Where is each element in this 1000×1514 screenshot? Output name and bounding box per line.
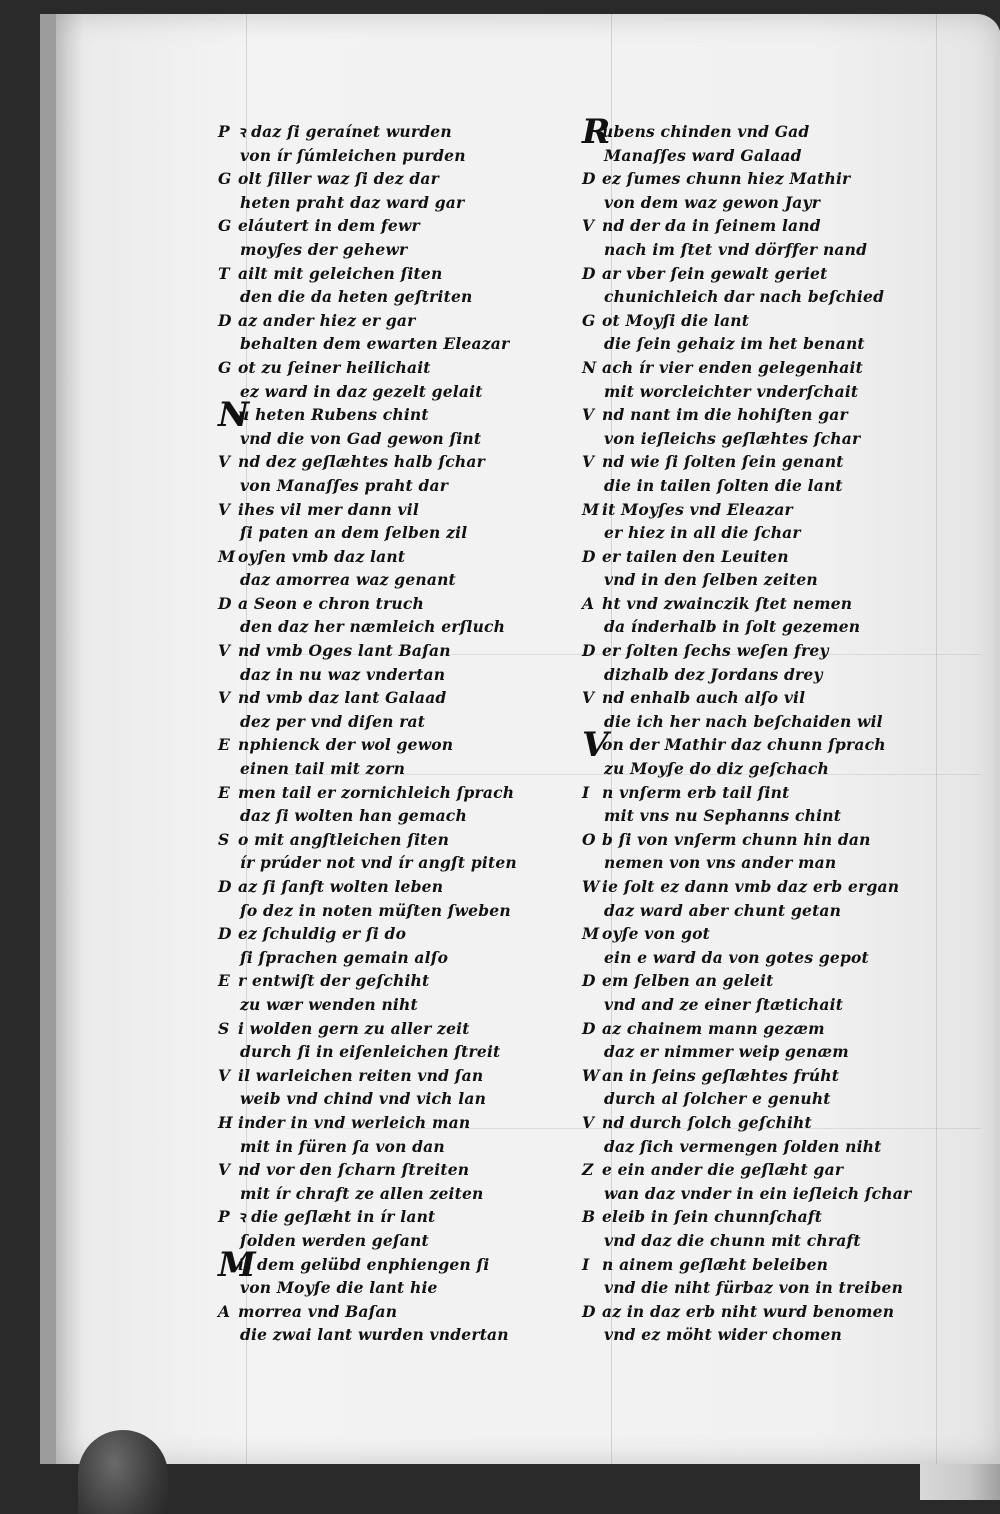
verse-text: oyſe von got bbox=[602, 924, 711, 944]
verse-text: vnd and ze einer ſtætichait bbox=[604, 994, 844, 1014]
verse-text: einen tail mit zorn bbox=[240, 759, 406, 779]
verse-line bbox=[218, 875, 548, 899]
verse-text: eleib in ſein chunnſchaft bbox=[602, 1207, 823, 1227]
verse-line bbox=[582, 1182, 912, 1206]
verse-line bbox=[582, 285, 912, 309]
verse-line bbox=[582, 710, 912, 734]
verse-text: ſo dez in noten müſten ſweben bbox=[240, 900, 511, 920]
verse-text: wan daz vnder in ein ieſleich ſchar bbox=[604, 1183, 912, 1203]
verse-line bbox=[582, 1017, 912, 1041]
initial-letter: P bbox=[218, 122, 230, 141]
verse-line bbox=[582, 781, 912, 805]
verse-text: a Seon e chron truch bbox=[238, 593, 424, 613]
initial-letter: G bbox=[218, 216, 232, 236]
verse-line bbox=[218, 686, 548, 710]
verse-line bbox=[218, 969, 548, 993]
verse-text: vnd in den ſelben zeiten bbox=[604, 570, 818, 590]
verse-text: den daz her næmleich erſluch bbox=[240, 617, 506, 637]
verse-text: e ein ander die geſlæht gar bbox=[602, 1160, 844, 1180]
verse-line bbox=[218, 1040, 548, 1064]
verse-line bbox=[582, 112, 912, 152]
verse-line bbox=[218, 1017, 548, 1041]
verse-line bbox=[582, 804, 912, 828]
verse-text: az ſi ſanft wolten leben bbox=[238, 877, 444, 896]
verse-line bbox=[582, 1205, 912, 1229]
decorated-initial: R bbox=[582, 112, 611, 152]
verse-text: it dem gelübd enphiengen ſi bbox=[238, 1254, 490, 1274]
initial-letter: A bbox=[218, 1301, 231, 1321]
initial-letter: S bbox=[218, 829, 230, 849]
verse-line bbox=[218, 733, 548, 757]
verse-line bbox=[582, 725, 912, 766]
decorated-initial: M bbox=[218, 1244, 256, 1285]
verse-line bbox=[218, 922, 548, 946]
initial-letter: M bbox=[218, 546, 236, 566]
verse-text: mit vns nu Sephanns chint bbox=[604, 806, 842, 826]
initial-letter: M bbox=[582, 924, 600, 944]
verse-text: die zwai lant wurden vndertan bbox=[240, 1325, 509, 1345]
verse-text: ihes vil mer dann vil bbox=[238, 499, 419, 519]
verse-text: nd vmb daz lant Galaad bbox=[238, 688, 447, 708]
verse-text: von ieſleichs geſlæhtes ſchar bbox=[604, 428, 861, 448]
verse-line bbox=[582, 1253, 912, 1277]
initial-letter: W bbox=[582, 1065, 600, 1085]
verse-line bbox=[582, 309, 912, 333]
verse-line bbox=[218, 1135, 548, 1159]
verse-text: zu Moyſe do diz geſchach bbox=[604, 759, 830, 779]
initial-letter: V bbox=[582, 688, 595, 708]
verse-text: nd enhalb auch alſo vil bbox=[602, 688, 806, 708]
verse-line bbox=[582, 1111, 912, 1135]
verse-text: on der Mathir daz chunn ſprach bbox=[602, 735, 886, 755]
verse-line bbox=[218, 380, 548, 404]
verse-text: ie ſolt ez dann vmb daz erb ergan bbox=[602, 877, 900, 896]
verse-line bbox=[582, 144, 912, 168]
initial-letter: G bbox=[218, 357, 232, 377]
initial-letter: M bbox=[582, 499, 600, 519]
initial-letter: D bbox=[582, 1301, 596, 1321]
initial-letter: V bbox=[218, 688, 231, 708]
verse-text: eláutert in dem fewr bbox=[238, 216, 420, 236]
verse-line bbox=[582, 498, 912, 522]
verse-line bbox=[218, 1244, 548, 1285]
verse-text: chunichleich dar nach beſchied bbox=[604, 287, 885, 307]
verse-text: nphienck der wol gewon bbox=[238, 735, 454, 755]
verse-line bbox=[218, 285, 548, 309]
verse-text: ꝛ die geſlæht in ír lant bbox=[238, 1207, 436, 1227]
verse-line bbox=[582, 922, 912, 946]
verse-line bbox=[218, 214, 548, 238]
verse-text: die ſein gehaiz im het benant bbox=[604, 334, 865, 354]
verse-text: die ich her nach beſchaiden wil bbox=[604, 711, 883, 731]
verse-text: ailt mit geleichen ſiten bbox=[238, 263, 443, 283]
verse-text: ht vnd zwainczik ſtet nemen bbox=[602, 593, 853, 613]
verse-text: ſi paten an dem ſelben zil bbox=[240, 523, 468, 543]
verse-text: daz ſi wolten han gemach bbox=[240, 806, 467, 826]
verse-text: ot zu ſeiner heilichait bbox=[238, 357, 431, 377]
verse-text: er tailen den Leuiten bbox=[602, 546, 789, 566]
verse-line bbox=[582, 568, 912, 592]
verse-text: daz ſich vermengen ſolden niht bbox=[604, 1136, 882, 1156]
verse-text: die in tailen ſolten die lant bbox=[604, 475, 843, 495]
verse-text: heten praht daz ward gar bbox=[240, 192, 465, 212]
verse-line bbox=[218, 1323, 548, 1347]
verse-line bbox=[582, 1323, 912, 1347]
verse-text: ach ír vier enden gelegenhait bbox=[602, 357, 863, 377]
initial-letter: D bbox=[582, 641, 596, 661]
verse-text: daz er nimmer weip genæm bbox=[604, 1042, 849, 1062]
initial-letter: D bbox=[218, 924, 232, 944]
verse-line bbox=[582, 214, 912, 238]
verse-text: mit in füren ſa von dan bbox=[240, 1136, 445, 1156]
initial-letter: V bbox=[218, 452, 231, 472]
initial-letter: P bbox=[218, 1207, 230, 1227]
verse-text: ar vber ſein gewalt geriet bbox=[602, 263, 828, 283]
verse-line bbox=[218, 309, 548, 333]
verse-text: ein e ward da von gotes gepot bbox=[604, 947, 869, 967]
verse-text: ír prúder not vnd ír angſt piten bbox=[240, 853, 517, 873]
verse-line bbox=[582, 167, 912, 191]
verse-text: mit worcleichter vnderſchait bbox=[604, 381, 859, 401]
initial-letter: O bbox=[582, 829, 596, 849]
verse-line bbox=[582, 1135, 912, 1159]
verse-text: zu wær wenden niht bbox=[240, 994, 418, 1014]
initial-letter: D bbox=[218, 310, 232, 330]
verse-line bbox=[218, 144, 548, 168]
verse-line bbox=[582, 851, 912, 875]
verse-text: vnd ez möht wider chomen bbox=[604, 1325, 843, 1345]
verse-line bbox=[582, 262, 912, 286]
verse-text: u heten Rubens chint bbox=[238, 405, 429, 425]
verse-line bbox=[582, 545, 912, 569]
verse-line bbox=[218, 356, 548, 380]
verse-line bbox=[218, 120, 548, 144]
initial-letter: S bbox=[218, 1018, 230, 1038]
reader-thumb bbox=[78, 1430, 168, 1514]
initial-letter: D bbox=[582, 546, 596, 566]
verse-line bbox=[218, 663, 548, 687]
verse-line bbox=[218, 395, 548, 436]
verse-line bbox=[582, 474, 912, 498]
verse-line bbox=[218, 781, 548, 805]
initial-letter: V bbox=[582, 216, 595, 236]
verse-text: von dem waz gewon Jayr bbox=[604, 192, 821, 212]
verse-text: b ſi von vnſerm chunn hin dan bbox=[602, 829, 871, 849]
verse-line bbox=[582, 993, 912, 1017]
verse-line bbox=[582, 380, 912, 404]
verse-line bbox=[582, 615, 912, 639]
verse-text: nd vmb Oges lant Baſan bbox=[238, 641, 451, 661]
verse-line bbox=[582, 875, 912, 899]
verse-line bbox=[218, 450, 548, 474]
verse-text: nd nant im die hohiſten gar bbox=[602, 405, 848, 425]
verse-text: n vnſerm erb tail ſint bbox=[602, 782, 790, 802]
verse-text: ez ward in daz gezelt gelait bbox=[240, 381, 483, 401]
initial-letter: D bbox=[582, 1018, 596, 1038]
verse-line bbox=[582, 450, 912, 474]
verse-line bbox=[582, 686, 912, 710]
initial-letter: G bbox=[218, 169, 232, 189]
verse-line bbox=[218, 167, 548, 191]
initial-letter: I bbox=[582, 782, 590, 802]
verse-text: von ír ſúmleichen purden bbox=[240, 145, 466, 165]
verse-text: an in ſeins geſlæhtes frúht bbox=[602, 1065, 840, 1085]
verse-line bbox=[218, 1064, 548, 1088]
verse-line bbox=[218, 757, 548, 781]
verse-line bbox=[218, 1158, 548, 1182]
verse-line bbox=[582, 1064, 912, 1088]
initial-letter: D bbox=[582, 169, 596, 189]
verse-text: ſolden werden geſant bbox=[240, 1230, 429, 1250]
verse-text: o mit angſtleichen ſiten bbox=[238, 829, 450, 849]
verse-line bbox=[582, 1276, 912, 1300]
verse-line bbox=[218, 804, 548, 828]
verse-line bbox=[218, 545, 548, 569]
verse-line bbox=[582, 969, 912, 993]
verse-line bbox=[218, 498, 548, 522]
verse-line bbox=[582, 332, 912, 356]
verse-line bbox=[582, 238, 912, 262]
verse-text: Manaſſes ward Galaad bbox=[604, 145, 802, 165]
initial-letter: B bbox=[582, 1207, 596, 1227]
decorated-initial: N bbox=[218, 395, 250, 436]
verse-line bbox=[582, 639, 912, 663]
verse-line bbox=[582, 592, 912, 616]
verse-text: az ander hiez er gar bbox=[238, 310, 416, 330]
initial-letter: W bbox=[582, 877, 600, 896]
initial-letter: D bbox=[218, 877, 232, 896]
verse-line bbox=[582, 521, 912, 545]
verse-text: em ſelben an geleit bbox=[602, 971, 774, 991]
initial-letter: V bbox=[582, 1112, 595, 1132]
verse-text: n ainem geſlæht beleiben bbox=[602, 1254, 829, 1274]
verse-text: vnd daz die chunn mit chraft bbox=[604, 1230, 861, 1250]
verse-line bbox=[218, 615, 548, 639]
verse-line bbox=[218, 262, 548, 286]
verse-text: nd wie ſi ſolten ſein genant bbox=[602, 452, 844, 472]
verse-line bbox=[582, 946, 912, 970]
verse-text: i wolden gern zu aller zeit bbox=[238, 1018, 470, 1038]
verse-text: az chainem mann gezæm bbox=[602, 1018, 825, 1038]
verse-text: it Moyſes vnd Eleazar bbox=[602, 499, 793, 519]
verse-line bbox=[218, 639, 548, 663]
verse-text: moyſes der gehewr bbox=[240, 239, 408, 259]
verse-line bbox=[218, 1087, 548, 1111]
verse-text: nd vor den ſcharn ſtreiten bbox=[238, 1160, 470, 1180]
initial-letter: V bbox=[218, 1065, 231, 1085]
verse-line bbox=[582, 1229, 912, 1253]
verse-text: ez ſchuldig er ſi do bbox=[238, 924, 407, 944]
initial-letter: V bbox=[218, 641, 231, 661]
verse-text: durch al ſolcher e genuht bbox=[604, 1089, 831, 1109]
verse-text: nemen von vns ander man bbox=[604, 853, 837, 873]
verse-line bbox=[582, 191, 912, 215]
verse-line bbox=[218, 946, 548, 970]
verse-text: r entwiſt der geſchiht bbox=[238, 971, 430, 991]
verse-text: oyſen vmb daz lant bbox=[238, 546, 406, 566]
verse-text: ꝛ daz ſi geraínet wurden bbox=[238, 122, 452, 141]
initial-letter: T bbox=[218, 263, 230, 283]
initial-letter: N bbox=[582, 357, 597, 377]
verse-line bbox=[582, 757, 912, 781]
verse-line bbox=[218, 1300, 548, 1324]
verse-text: ſi ſprachen gemain alſo bbox=[240, 947, 449, 967]
initial-letter: Z bbox=[582, 1160, 594, 1180]
verse-line bbox=[582, 828, 912, 852]
verse-text: daz amorrea waz genant bbox=[240, 570, 456, 590]
verse-line bbox=[582, 356, 912, 380]
initial-letter: E bbox=[218, 971, 231, 991]
verse-line bbox=[582, 1300, 912, 1324]
verse-text: durch ſi in eiſenleichen ſtreit bbox=[240, 1042, 501, 1062]
initial-letter: E bbox=[218, 782, 231, 802]
initial-letter: I bbox=[582, 1254, 590, 1274]
verse-text: nd durch ſolch geſchiht bbox=[602, 1112, 812, 1132]
initial-letter: A bbox=[582, 593, 595, 613]
verse-text: az in daz erb niht wurd benomen bbox=[602, 1301, 895, 1321]
initial-letter: D bbox=[582, 971, 596, 991]
verse-text: il warleichen reiten vnd ſan bbox=[238, 1065, 484, 1085]
verse-text: nach im ſtet vnd dörffer nand bbox=[604, 239, 868, 259]
verse-text: inder in vnd werleich man bbox=[238, 1112, 471, 1132]
verse-line bbox=[582, 427, 912, 451]
verse-text: nd der da in ſeinem land bbox=[602, 216, 821, 236]
verse-text: vnd die niht fürbaz von in treiben bbox=[604, 1278, 904, 1298]
verse-line bbox=[218, 899, 548, 923]
verse-text: ot Moyſi die lant bbox=[602, 310, 750, 330]
verse-text: den die da heten geſtriten bbox=[240, 287, 473, 307]
left-text-column bbox=[218, 120, 548, 1347]
verse-text: nd dez geſlæhtes halb ſchar bbox=[238, 452, 485, 472]
verse-text: men tail er zornichleich ſprach bbox=[238, 782, 515, 802]
verse-line bbox=[218, 828, 548, 852]
initial-letter: H bbox=[218, 1112, 233, 1132]
verse-text: olt ſiller waz ſi dez dar bbox=[238, 169, 440, 189]
initial-letter: D bbox=[218, 593, 232, 613]
verse-line bbox=[582, 1040, 912, 1064]
verse-text: er hiez in all die ſchar bbox=[604, 523, 801, 543]
verse-text: daz in nu waz vndertan bbox=[240, 664, 446, 684]
verse-text: dizhalb dez Jordans drey bbox=[604, 664, 823, 684]
decorated-initial: V bbox=[582, 725, 609, 766]
verse-text: weib vnd chind vnd vich lan bbox=[240, 1089, 487, 1109]
initial-letter: V bbox=[582, 452, 595, 472]
verse-line bbox=[582, 1087, 912, 1111]
initial-letter: E bbox=[218, 735, 231, 755]
verse-line bbox=[218, 1276, 548, 1300]
initial-letter: G bbox=[582, 310, 596, 330]
verse-line bbox=[218, 710, 548, 734]
verse-text: da índerhalb in ſolt gezemen bbox=[604, 617, 861, 637]
verse-line bbox=[218, 427, 548, 451]
verse-text: dez per vnd diſen rat bbox=[240, 711, 426, 731]
verse-line bbox=[218, 993, 548, 1017]
verse-text: vnd die von Gad gewon ſint bbox=[240, 428, 482, 448]
initial-letter: V bbox=[218, 1160, 231, 1180]
verse-text: ubens chinden vnd Gad bbox=[602, 122, 810, 141]
verse-line bbox=[218, 474, 548, 498]
verse-line bbox=[218, 332, 548, 356]
ruling-line bbox=[936, 14, 937, 1464]
verse-text: mit ír chraft ze allen zeiten bbox=[240, 1183, 484, 1203]
verse-text: morrea vnd Baſan bbox=[238, 1301, 398, 1321]
verse-line bbox=[582, 403, 912, 427]
verse-text: von Moyſe die lant hie bbox=[240, 1278, 438, 1298]
verse-line bbox=[218, 851, 548, 875]
initial-letter: V bbox=[218, 499, 231, 519]
verse-line bbox=[218, 238, 548, 262]
verse-line bbox=[218, 1111, 548, 1135]
verse-text: behalten dem ewarten Eleazar bbox=[240, 334, 510, 354]
right-text-column bbox=[582, 112, 912, 1347]
verse-line bbox=[218, 1205, 548, 1229]
initial-letter: V bbox=[582, 405, 595, 425]
verse-text: von Manaſſes praht dar bbox=[240, 475, 449, 495]
verse-line bbox=[218, 592, 548, 616]
verse-text: daz ward aber chunt getan bbox=[604, 900, 842, 920]
verse-line bbox=[218, 1182, 548, 1206]
verse-line bbox=[218, 521, 548, 545]
verse-line bbox=[218, 1229, 548, 1253]
verse-line bbox=[582, 1158, 912, 1182]
verse-line bbox=[582, 663, 912, 687]
verse-text: er ſolten ſechs weſen frey bbox=[602, 641, 829, 661]
verse-line bbox=[218, 191, 548, 215]
initial-letter: D bbox=[582, 263, 596, 283]
verse-text: ez ſumes chunn hiez Mathir bbox=[602, 169, 851, 189]
verse-line bbox=[218, 568, 548, 592]
verse-line bbox=[582, 899, 912, 923]
